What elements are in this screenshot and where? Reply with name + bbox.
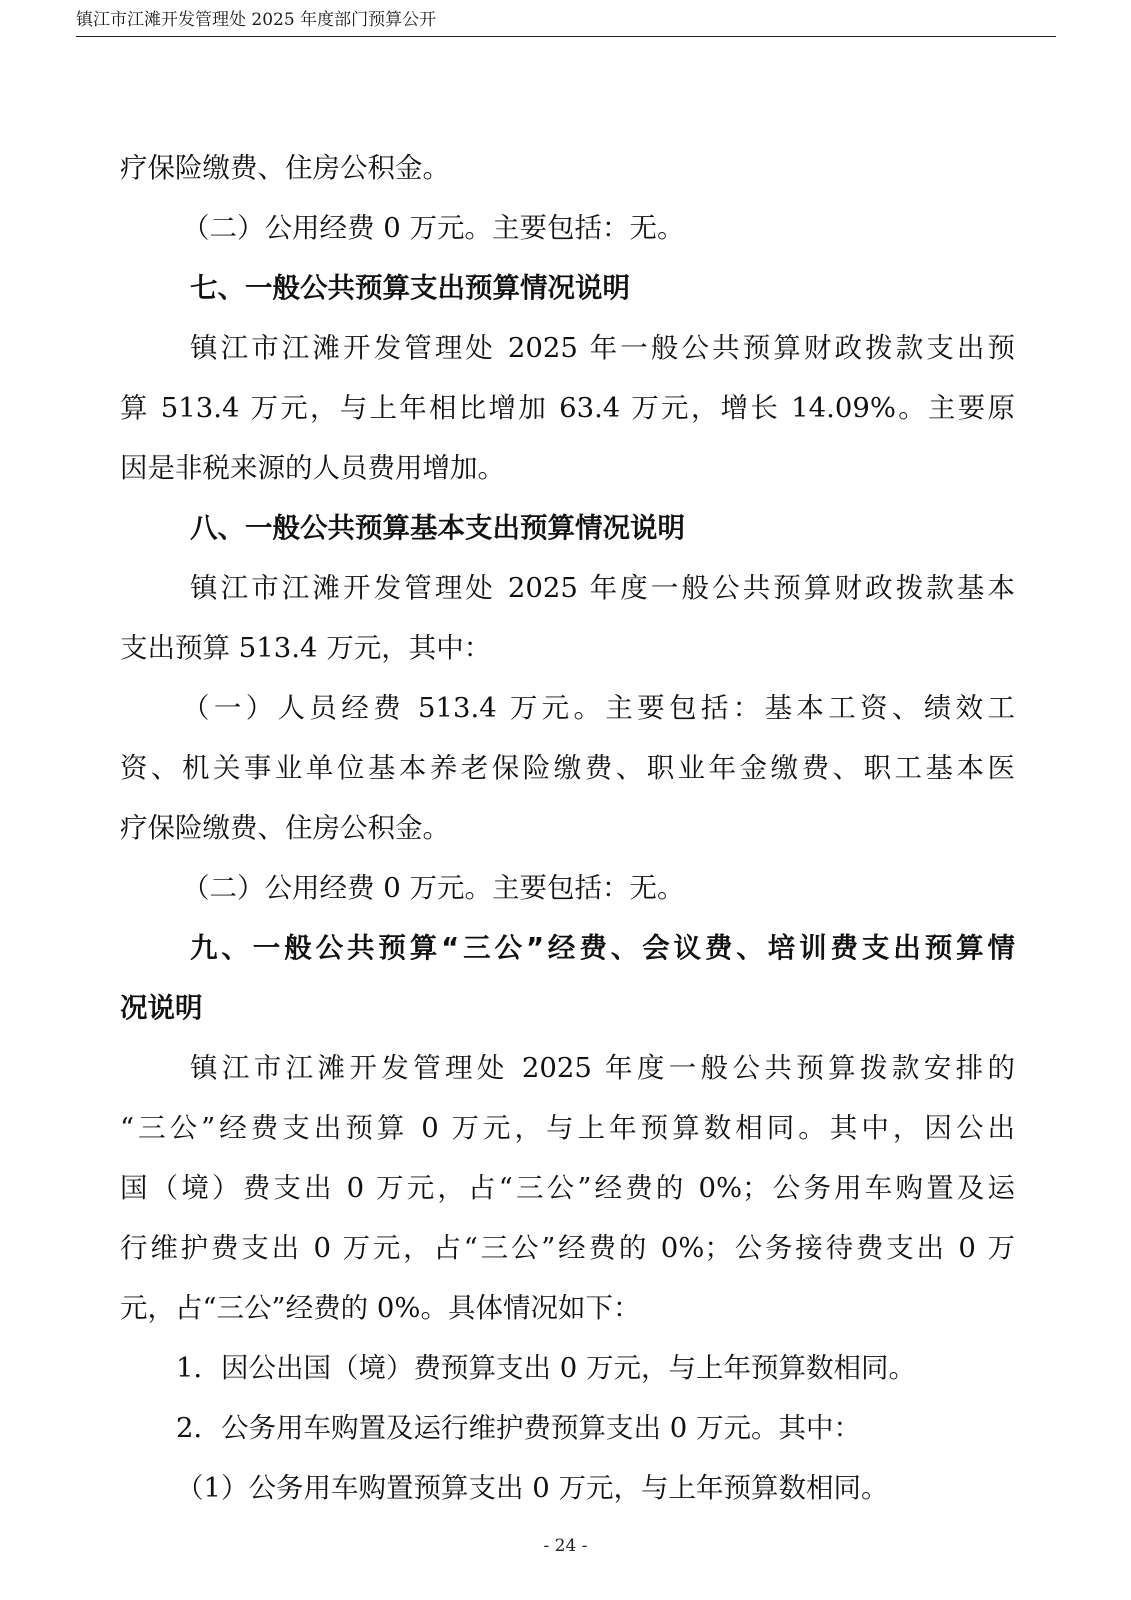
paragraph-line: 镇江市江滩开发管理处 2025 年一般公共预算财政拨款支出预: [190, 332, 1015, 364]
paragraph-line: （二）公用经费 0 万元。主要包括：无。: [182, 212, 685, 244]
list-item: 2．公务用车购置及运行维护费预算支出 0 万元。其中：: [176, 1412, 861, 1444]
paragraph-line: 疗保险缴费、住房公积金。: [120, 812, 450, 844]
paragraph-line: 元，占“三公”经费的 0%。具体情况如下：: [120, 1292, 641, 1324]
section-heading: 八、一般公共预算基本支出预算情况说明: [190, 512, 685, 544]
paragraph-line: 镇江市江滩开发管理处 2025 年度一般公共预算财政拨款基本: [190, 572, 1015, 604]
document-body: [120, 138, 1015, 1518]
paragraph-line: 因是非税来源的人员费用增加。: [120, 452, 505, 484]
page-number: - 24 -: [543, 1536, 588, 1556]
paragraph-line: 疗保险缴费、住房公积金。: [120, 152, 450, 184]
paragraph-line: 支出预算 513.4 万元，其中：: [120, 632, 492, 664]
list-item: （1）公务用车购置预算支出 0 万元，与上年预算数相同。: [176, 1472, 889, 1504]
paragraph-line: （一）人员经费 513.4 万元。主要包括：基本工资、绩效工: [182, 692, 1015, 724]
paragraph-line: 镇江市江滩开发管理处 2025 年度一般公共预算拨款安排的: [190, 1052, 1015, 1084]
paragraph-line: “三公”经费支出预算 0 万元，与上年预算数相同。其中，因公出: [120, 1112, 1015, 1144]
header-divider: [76, 36, 1056, 37]
paragraph-line: 行维护费支出 0 万元，占“三公”经费的 0%；公务接待费支出 0 万: [120, 1232, 1015, 1264]
paragraph-line: 国（境）费支出 0 万元，占“三公”经费的 0%；公务用车购置及运: [120, 1172, 1015, 1204]
paragraph-line: （二）公用经费 0 万元。主要包括：无。: [182, 872, 685, 904]
paragraph-line: 资、机关事业单位基本养老保险缴费、职业年金缴费、职工基本医: [120, 752, 1015, 784]
running-header: 镇江市江滩开发管理处 2025 年度部门预算公开: [76, 10, 437, 30]
section-heading: 九、一般公共预算“三公”经费、会议费、培训费支出预算情: [190, 932, 1015, 964]
section-heading: 况说明: [120, 992, 203, 1024]
list-item: 1．因公出国（境）费预算支出 0 万元，与上年预算数相同。: [176, 1352, 916, 1384]
section-heading: 七、一般公共预算支出预算情况说明: [190, 272, 630, 304]
paragraph-line: 算 513.4 万元，与上年相比增加 63.4 万元，增长 14.09%。主要原: [120, 392, 1015, 424]
